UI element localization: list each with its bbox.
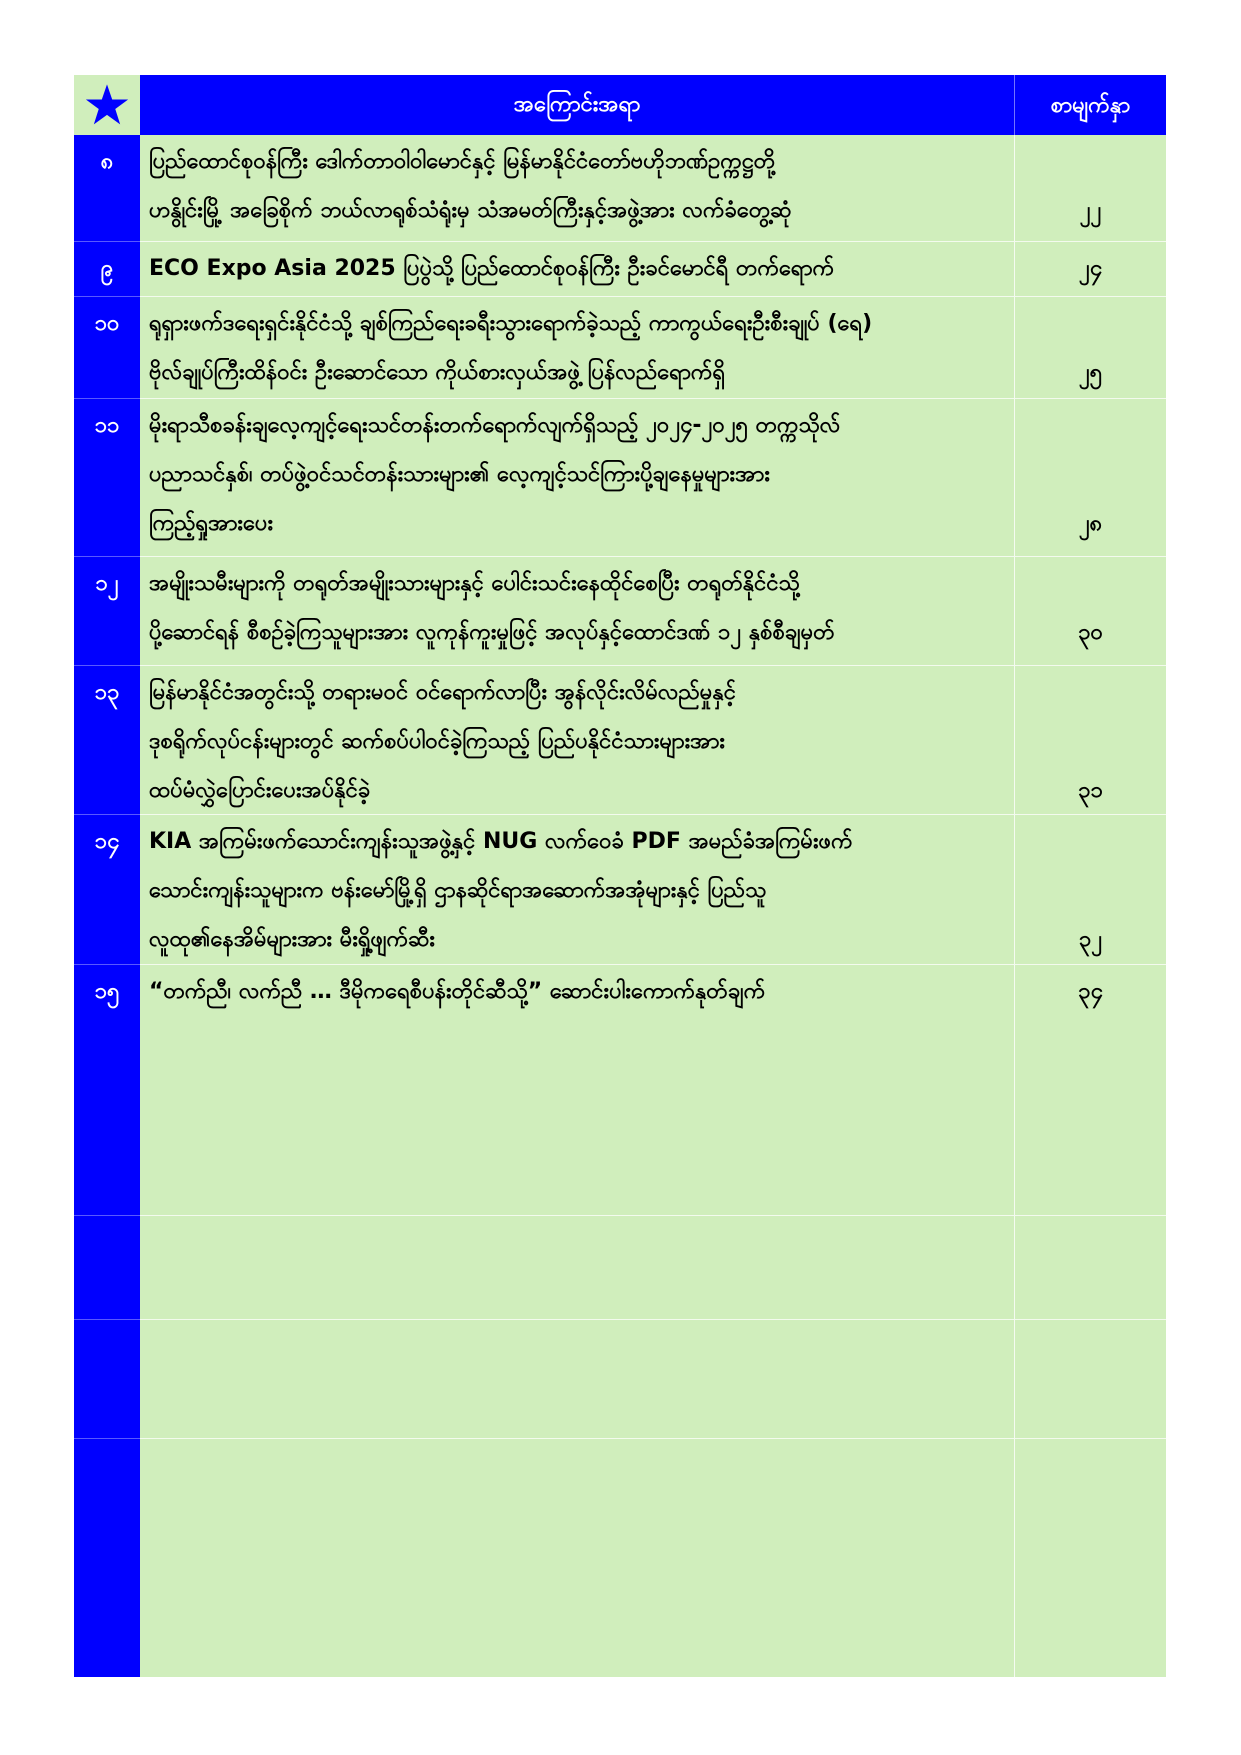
entry-page-number: ၂၂ — [1014, 135, 1166, 241]
header-title-label: အကြောင်းအရာ — [140, 75, 1014, 135]
empty-number-cell — [74, 1319, 140, 1438]
empty-title-cell — [140, 1215, 1014, 1319]
empty-row — [74, 1438, 1166, 1677]
empty-number-cell — [74, 1215, 140, 1319]
entry-page-number: ၂၅ — [1014, 296, 1166, 398]
entry-title — [140, 398, 1014, 556]
entry-title-line: KIA အကြမ်းဖက်သောင်းကျန်းသူအဖွဲ့နှင့် NUG လက်ဝေခံ PDF အမည်ခံအကြမ်းဖက် — [149, 829, 853, 854]
entry-number: ၁၃ — [74, 665, 140, 814]
entry-title-line: ပို့ဆောင်ရန် စီစဉ်ခဲ့ကြသူများအား လူကုန်ကူးမှုဖြင့် အလုပ်နှင့်ထောင်ဒဏ် ၁၂ နှစ်စီချမှတ် — [149, 620, 835, 645]
entry-title-line: မြန်မာနိုင်ငံအတွင်းသို့ တရားမဝင် ဝင်ရောက်လာပြီး အွန်လိုင်းလိမ်လည်မှုနှင့် — [149, 680, 736, 705]
table-of-contents — [74, 75, 1166, 1677]
toc-row — [74, 665, 1166, 814]
entry-title — [140, 665, 1014, 814]
empty-title-cell — [140, 1438, 1014, 1677]
entry-page-number: ၃၂ — [1014, 814, 1166, 964]
entry-number: ၁၅ — [74, 964, 140, 1215]
toc-row — [74, 964, 1166, 1215]
empty-page-cell — [1014, 1215, 1166, 1319]
header-corner-cell — [74, 75, 140, 135]
empty-page-cell — [1014, 1319, 1166, 1438]
entry-title-line: သောင်းကျန်းသူများက ဗန်းမော်မြို့ရှိ ဌာနဆိုင်ရာအဆောက်အအုံများနှင့် ပြည်သူ — [149, 878, 767, 903]
table-header-row — [74, 75, 1166, 135]
entry-page-number: ၂၈ — [1014, 398, 1166, 556]
toc-row — [74, 241, 1166, 296]
entry-page-number: ၂၄ — [1014, 241, 1166, 296]
entry-title — [140, 814, 1014, 964]
toc-row — [74, 135, 1166, 241]
star-icon — [85, 83, 129, 127]
toc-row — [74, 398, 1166, 556]
entry-number: ၁၀ — [74, 296, 140, 398]
empty-row — [74, 1215, 1166, 1319]
entry-page-number: ၃၀ — [1014, 556, 1166, 665]
entry-title-line: မိုးရာသီစခန်းချလေ့ကျင့်ရေးသင်တန်းတက်ရောက်လျက်ရှိသည့် ၂၀၂၄-၂၀၂၅ တက္ကသိုလ် — [149, 413, 841, 438]
entry-page-number: ၃၄ — [1014, 964, 1166, 1215]
entry-title-line: ဟနွိုင်းမြို့ အခြေစိုက် ဘယ်လာရုစ်သံရုံးမှ သံအမတ်ကြီးနှင့်အဖွဲ့အား လက်ခံတွေ့ဆုံ — [149, 198, 792, 223]
entry-title-line: “တက်ညီ၊ လက်ညီ … ဒီမိုကရေစီပန်းတိုင်ဆီသို့” ဆောင်းပါးကောက်နုတ်ချက် — [149, 979, 766, 1004]
empty-title-cell — [140, 1319, 1014, 1438]
toc-row — [74, 556, 1166, 665]
entry-title-line: ရုရှားဖက်ဒရေးရှင်းနိုင်ငံသို့ ချစ်ကြည်ရေးခရီးသွားရောက်ခဲ့သည့် ကာကွယ်ရေးဦးစီးချုပ် (ရေ) — [149, 311, 873, 336]
entry-number: ၁၁ — [74, 398, 140, 556]
entry-title-line: ကြည့်ရှုအားပေး — [149, 511, 274, 536]
entry-title-line: ပညာသင်နှစ်၊ တပ်ဖွဲ့ဝင်သင်တန်းသားများ၏ လေ့ကျင့်သင်ကြားပို့ချနေမှုများအား — [149, 462, 770, 487]
entry-title-line: ECO Expo Asia 2025 ပြပွဲသို့ ပြည်ထောင်စုဝန်ကြီး ဦးခင်မောင်ရီ တက်ရောက် — [149, 256, 835, 281]
entry-title — [140, 556, 1014, 665]
entry-page-number: ၃၁ — [1014, 665, 1166, 814]
empty-number-cell — [74, 1438, 140, 1677]
empty-row — [74, 1319, 1166, 1438]
toc-row — [74, 814, 1166, 964]
entry-title — [140, 241, 1014, 296]
entry-title — [140, 964, 1014, 1215]
entry-number: ၁၂ — [74, 556, 140, 665]
entry-number: ၉ — [74, 241, 140, 296]
empty-page-cell — [1014, 1438, 1166, 1677]
entry-title-line: ဗိုလ်ချုပ်ကြီးထိန်ဝင်း ဦးဆောင်သော ကိုယ်စားလှယ်အဖွဲ့ ပြန်လည်ရောက်ရှိ — [149, 360, 726, 385]
entry-number: ၈ — [74, 135, 140, 241]
entry-number: ၁၄ — [74, 814, 140, 964]
entry-title-line: ထပ်မံလွှဲပြောင်းပေးအပ်နိုင်ခဲ့ — [149, 778, 371, 803]
entry-title — [140, 296, 1014, 398]
entry-title-line: အမျိုးသမီးများကို တရုတ်အမျိုးသားများနှင့် ပေါင်းသင်းနေထိုင်စေပြီး တရုတ်နိုင်ငံသို့ — [149, 571, 800, 596]
entry-title-line: ပြည်ထောင်စုဝန်ကြီး ဒေါက်တာဝါဝါမောင်နှင့် မြန်မာနိုင်ငံတော်ဗဟိုဘဏ်ဥက္ကဋ္ဌတို့ — [149, 149, 776, 174]
header-page-label: စာမျက်နှာ — [1014, 75, 1166, 135]
entry-title-line: ဒုစရိုက်လုပ်ငန်းများတွင် ဆက်စပ်ပါဝင်ခဲ့ကြသည့် ပြည်ပနိုင်ငံသားများအား — [149, 729, 725, 754]
toc-row — [74, 296, 1166, 398]
entry-title-line: လူထု၏နေအိမ်များအား မီးရှို့ဖျက်ဆီး — [149, 927, 435, 952]
entry-title — [140, 135, 1014, 241]
